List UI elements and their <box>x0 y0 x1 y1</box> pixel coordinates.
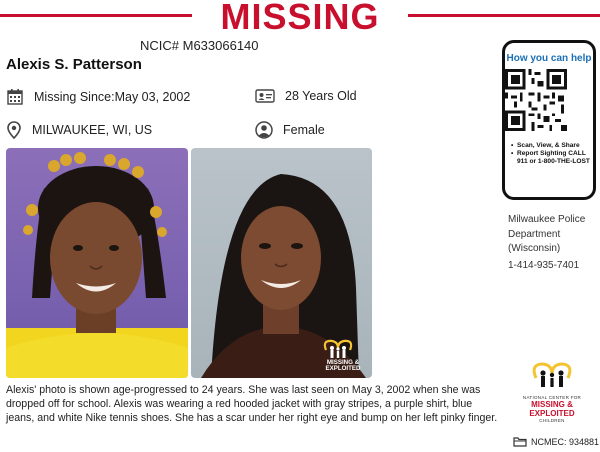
case-description: Alexis' photo is shown age-progressed to 24 years. She was last seen on May 3, 2002 when she was dropped off for school. Alexis was wearing a red hooded jacket with gray stripes, a purple shirt, blue jeans, and white Nike tennis shoes. She has a scar under her right eye and bump on her left pinky finger. <box>6 384 498 424</box>
agency-name: Milwaukee Police Department (Wisconsin) <box>508 214 586 254</box>
age-progressed-photo <box>191 148 372 378</box>
logo-line3: EXPLOITED <box>529 409 575 418</box>
ncmec-heart-icon <box>320 338 356 360</box>
photo-watermark-logo <box>320 338 366 372</box>
ncic-number: NCIC# M633066140 <box>140 38 259 53</box>
sex-row <box>255 121 325 139</box>
location-row <box>6 121 152 139</box>
person-name: Alexis S. Patterson <box>6 56 142 73</box>
logo-line4: CHILDREN <box>539 418 565 423</box>
person-icon <box>255 121 273 139</box>
age: 28 Years Old <box>285 89 357 103</box>
agency-phone: 1-414-935-7401 <box>508 260 580 271</box>
help-item-scan: • Scan, View, & Share <box>511 142 593 150</box>
qr-phone-card <box>502 40 596 200</box>
ncmec-case-number <box>513 436 599 447</box>
sex: Female <box>283 123 325 137</box>
missing-since: Missing Since:May 03, 2002 <box>34 90 191 104</box>
missing-since-row <box>6 88 190 106</box>
age-row <box>255 88 357 104</box>
watermark-text: MISSING & EXPLOITED <box>325 358 361 372</box>
logo-line1: NATIONAL CENTER FOR <box>522 395 582 400</box>
id-card-icon <box>255 88 275 104</box>
ncmec-logo <box>522 360 582 423</box>
location: MILWAUKEE, WI, US <box>32 123 153 137</box>
qr-code[interactable] <box>505 69 567 131</box>
ncmec-number: NCMEC: 934881 <box>531 436 600 447</box>
logo-line2: MISSING & <box>531 400 573 409</box>
folder-icon <box>513 436 527 447</box>
map-pin-icon <box>6 121 22 139</box>
help-title: How you can help <box>506 53 592 64</box>
child-photo <box>6 148 188 378</box>
ncmec-logo-icon <box>527 360 577 390</box>
calendar-icon <box>6 88 24 106</box>
poster-title: MISSING <box>220 0 380 37</box>
help-item-report: • Report Sighting CALL 911 or 1-800-THE-LOST <box>511 150 593 166</box>
help-list <box>511 142 593 167</box>
